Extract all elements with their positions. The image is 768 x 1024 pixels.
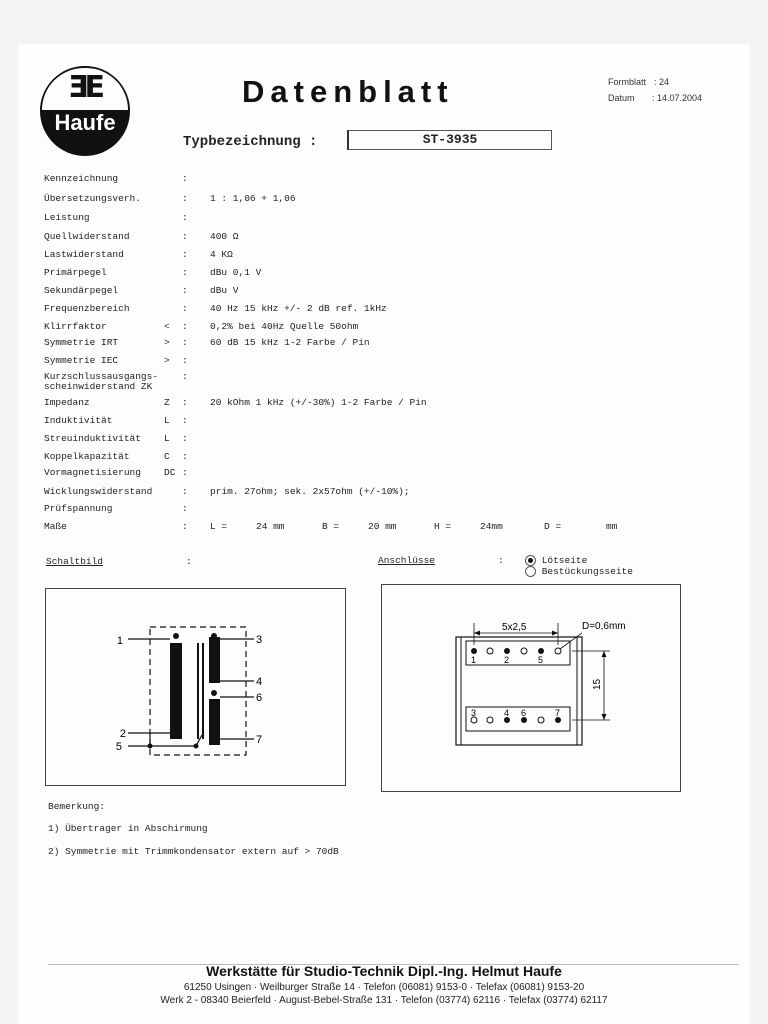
spec-symbol: L	[164, 433, 170, 444]
spec-colon: :	[182, 433, 188, 444]
spec-label: Kennzeichnung	[44, 173, 119, 184]
pin-label-3: 3	[256, 634, 263, 646]
dot-primary	[173, 633, 179, 639]
masse-b-label: B =	[322, 521, 340, 532]
footer-company: Werkstätte für Studio-Technik Dipl.-Ing. Helmut Haufe	[206, 963, 562, 979]
haufe-logo	[40, 66, 130, 156]
spec-value: dBu V	[210, 285, 239, 296]
spec-colon: :	[182, 173, 188, 184]
spec-label: Kurzschlussausgangs-	[44, 371, 159, 382]
spec-label: Übersetzungsverh.	[44, 193, 141, 204]
pinout-box	[381, 584, 681, 792]
option-bestueckungsseite-label: Bestückungsseite	[541, 566, 633, 578]
spec-colon: :	[182, 249, 188, 260]
type-value-box: ST-3935	[347, 130, 552, 150]
logo-text: Haufe	[54, 110, 116, 135]
schematic-box	[45, 588, 346, 786]
spec-label: Koppelkapazität	[44, 451, 130, 462]
transformer-mark-icon: ƎE	[68, 70, 101, 105]
spec-label: Vormagnetisierung	[44, 467, 141, 478]
spec-symbol: C	[164, 451, 170, 462]
dim-height: 15	[592, 678, 603, 690]
spec-label: Symmetrie IRT	[44, 337, 119, 348]
pinout-label-1: 1	[471, 655, 477, 665]
pinout-label-7: 7	[555, 708, 561, 718]
datum-value: : 14.07.2004	[652, 93, 703, 103]
spec-label: Induktivität	[44, 415, 113, 426]
pin-label-5: 5	[115, 741, 122, 753]
spec-label: Frequenzbereich	[44, 303, 130, 314]
spec-label: Wicklungswiderstand	[44, 486, 153, 497]
spec-colon: :	[182, 285, 188, 296]
spec-colon: :	[182, 397, 188, 408]
page-title: Datenblatt	[242, 74, 454, 109]
dot-secondary-1	[211, 633, 217, 639]
spec-colon: :	[182, 451, 188, 462]
spec-symbol: DC	[164, 467, 176, 478]
note-item-1: 1) Übertrager in Abschirmung	[48, 823, 208, 834]
masse-l-value: 24 mm	[256, 521, 285, 532]
spec-colon: :	[182, 486, 188, 497]
pin-label-1: 1	[116, 635, 123, 647]
spec-label: Symmetrie IEC	[44, 355, 119, 366]
spec-colon: :	[182, 231, 188, 242]
pin-row-top	[466, 641, 570, 665]
spec-label: Primärpegel	[44, 267, 107, 278]
pin-label-2: 2	[119, 728, 126, 740]
spec-symbol: Z	[164, 397, 170, 408]
spec-colon: :	[182, 337, 188, 348]
spec-symbol: <	[164, 321, 170, 332]
spec-symbol: >	[164, 337, 170, 348]
spec-value: 40 Hz 15 kHz +/- 2 dB ref. 1kHz	[210, 303, 387, 314]
spec-symbol: >	[164, 355, 170, 366]
pin-label-6: 6	[256, 692, 263, 704]
datum-label: Datum	[608, 93, 635, 103]
schaltbild-heading: Schaltbild	[46, 556, 104, 567]
spec-value: 20 kOhm 1 kHz (+/-30%) 1-2 Farbe / Pin	[210, 397, 427, 408]
spec-label: Prüfspannung	[44, 503, 113, 514]
spec-symbol: L	[164, 415, 170, 426]
notes-title: Bemerkung:	[48, 801, 106, 812]
spec-colon: :	[182, 503, 188, 514]
spec-value: 0,2% bei 40Hz Quelle 50ohm	[210, 321, 359, 332]
footer-address-2: Werk 2 - 08340 Beierfeld · August-Bebel-Straße 131 · Telefon (03774) 62116 · Telefax (03774) 62117	[160, 995, 608, 1006]
secondary-winding-1	[209, 637, 220, 683]
footer-address-1: 61250 Usingen · Weilburger Straße 14 · Telefon (06081) 9153-0 · Telefax (06081) 9153-20	[183, 982, 585, 993]
spec-colon: :	[182, 355, 188, 366]
masse-b-value: 20 mm	[368, 521, 397, 532]
masse-d-label: D =	[544, 521, 562, 532]
option-bestueckungsseite[interactable]	[525, 566, 633, 577]
masse-d-value: mm	[606, 521, 618, 532]
pinout-label-5: 5	[538, 655, 544, 665]
spec-label: Impedanz	[44, 397, 90, 408]
secondary-winding-2	[209, 699, 220, 745]
anschluesse-heading: Anschlüsse	[378, 555, 436, 566]
spec-colon: :	[182, 371, 188, 382]
masse-h-label: H =	[434, 521, 452, 532]
spec-label: Quellwiderstand	[44, 231, 130, 242]
spec-label: Klirrfaktor	[44, 321, 107, 332]
spec-label: Streuinduktivität	[44, 433, 141, 444]
formblatt-value: : 24	[654, 77, 670, 87]
radio-loetseite[interactable]	[525, 555, 536, 566]
pinout-label-4: 4	[504, 708, 510, 718]
spec-label: Sekundärpegel	[44, 285, 119, 296]
primary-winding	[170, 643, 182, 739]
option-loetseite-label: Lötseite	[541, 555, 588, 567]
schaltbild-colon: :	[186, 556, 192, 567]
pinout-label-2: 2	[504, 655, 510, 665]
spec-label: scheinwiderstand ZK	[44, 381, 153, 392]
anschluesse-colon: :	[498, 555, 504, 566]
spec-value: dBu 0,1 V	[210, 267, 262, 278]
formblatt-label: Formblatt	[608, 77, 647, 87]
spec-colon: :	[182, 321, 188, 332]
spec-value: 1 : 1,06 + 1,06	[210, 193, 296, 204]
pin-label-4: 4	[256, 676, 263, 688]
pinout-diagram	[382, 585, 680, 791]
spec-value: 60 dB 15 kHz 1-2 Farbe / Pin	[210, 337, 370, 348]
type-label: Typbezeichnung :	[183, 134, 318, 150]
schematic-diagram	[46, 589, 345, 785]
spec-value: 400 Ω	[210, 231, 239, 242]
note-item-2: 2) Symmetrie mit Trimmkondensator extern auf > 70dB	[48, 846, 339, 857]
datasheet-page	[18, 44, 750, 1024]
spec-value: prim. 27ohm; sek. 2x57ohm (+/-10%);	[210, 486, 410, 497]
pinout-label-6: 6	[521, 708, 527, 718]
pin-label-7: 7	[256, 734, 263, 746]
dim-diameter: D=0,6mm	[582, 621, 626, 632]
masse-l-label: L =	[210, 521, 228, 532]
spec-colon: :	[182, 212, 188, 223]
spec-label: Maße	[44, 521, 67, 532]
spec-value: 4 KΩ	[210, 249, 233, 260]
radio-bestueckungsseite[interactable]	[525, 566, 536, 577]
spec-label: Leistung	[44, 212, 90, 223]
masse-h-value: 24mm	[480, 521, 503, 532]
spec-colon: :	[182, 193, 188, 204]
option-loetseite[interactable]	[525, 555, 587, 566]
dim-pitch: 5x2,5	[502, 622, 527, 633]
spec-colon: :	[182, 267, 188, 278]
spec-colon: :	[182, 415, 188, 426]
spec-colon: :	[182, 521, 188, 532]
pinout-label-3: 3	[471, 708, 477, 718]
spec-colon: :	[182, 467, 188, 478]
spec-colon: :	[182, 303, 188, 314]
spec-label: Lastwiderstand	[44, 249, 124, 260]
dot-secondary-2	[211, 690, 217, 696]
